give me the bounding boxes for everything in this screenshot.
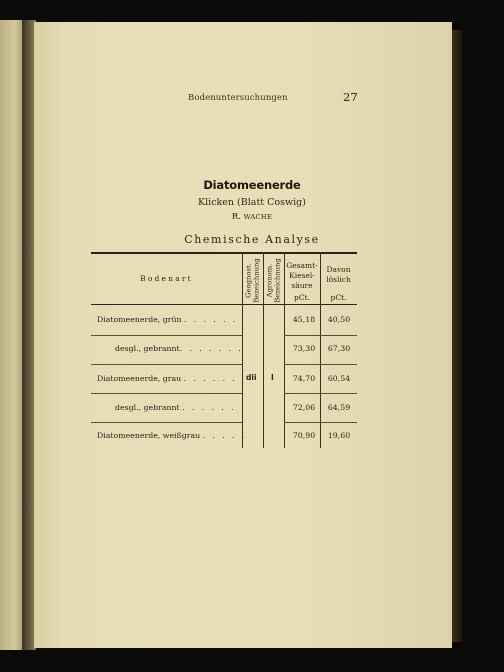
header-gesamt-unit: pCt. [294,293,310,302]
row-separator [91,335,242,336]
row-dots: . . . . . . [182,403,236,412]
row-label: desgl., gebrannt [115,403,180,412]
table-row [91,431,357,445]
table-row [91,315,357,329]
cell-gesamt: 73,30 [292,344,316,353]
table-row [91,403,357,417]
facing-page-edge [0,20,24,650]
author-line [0,212,504,222]
table-heading: Chemische Analyse [184,233,320,246]
row-label: desgl., gebrannt [115,344,180,353]
row-label: Diatomeenerde, grau [97,374,182,383]
header-davon-1: Davon [326,265,351,274]
header-agronom: Agronom. Bezeichnung [265,258,281,303]
row-dots: . . . . . . [183,374,238,383]
header-gesamt-1: Gesamt- [286,261,318,270]
section-subtitle: Klicken (Blatt Coswig) [198,197,306,208]
analysis-table [91,252,357,448]
row-dots: . . . . . [202,431,247,440]
row-separator [91,364,242,365]
page-block-edge [452,30,462,642]
table-top-rule [91,252,357,254]
section-title: Diatomeenerde [203,178,301,192]
cell-loeslich: 64,59 [327,403,351,412]
cell-gesamt: 74,70 [292,374,316,383]
row-separator [91,422,242,423]
header-gesamt-2: Kiesel- [289,271,315,280]
header-davon-2: löslich [326,275,351,284]
row-separator [284,335,357,336]
cell-loeslich: 40,50 [327,315,351,324]
running-head: Bodenuntersuchungen [188,93,288,103]
row-separator [91,393,242,394]
row-label: Diatomeenerde, weißgrau [97,431,201,440]
geognost-symbol: dii [246,373,257,382]
cell-loeslich: 60,54 [327,374,351,383]
cell-gesamt: 70,90 [292,431,316,440]
row-separator [284,364,357,365]
table-header-rule [91,304,357,305]
header-gesamt-3: säure [291,281,313,290]
row-dots: . . . . . . . [179,344,244,353]
row-label: Diatomeenerde, grün [97,315,182,324]
cell-loeslich: 19,60 [327,431,351,440]
table-row [91,344,357,358]
header-davon-unit: pCt. [330,293,347,302]
cell-gesamt: 72,06 [292,403,316,412]
author-name: WACHE [243,213,273,221]
author-initial: R. [231,212,244,222]
row-separator [284,393,357,394]
row-dots: . . . . . . [184,315,238,324]
page-number: 27 [343,90,358,104]
row-separator [284,422,357,423]
cell-loeslich: 67,30 [327,344,351,353]
header-bodenart: Bodenart [140,274,193,283]
cell-gesamt: 45,18 [292,315,316,324]
table-row [91,374,357,388]
agronom-symbol: I [271,373,274,382]
header-geognost: Geognost. Bezeichnung [244,258,260,303]
